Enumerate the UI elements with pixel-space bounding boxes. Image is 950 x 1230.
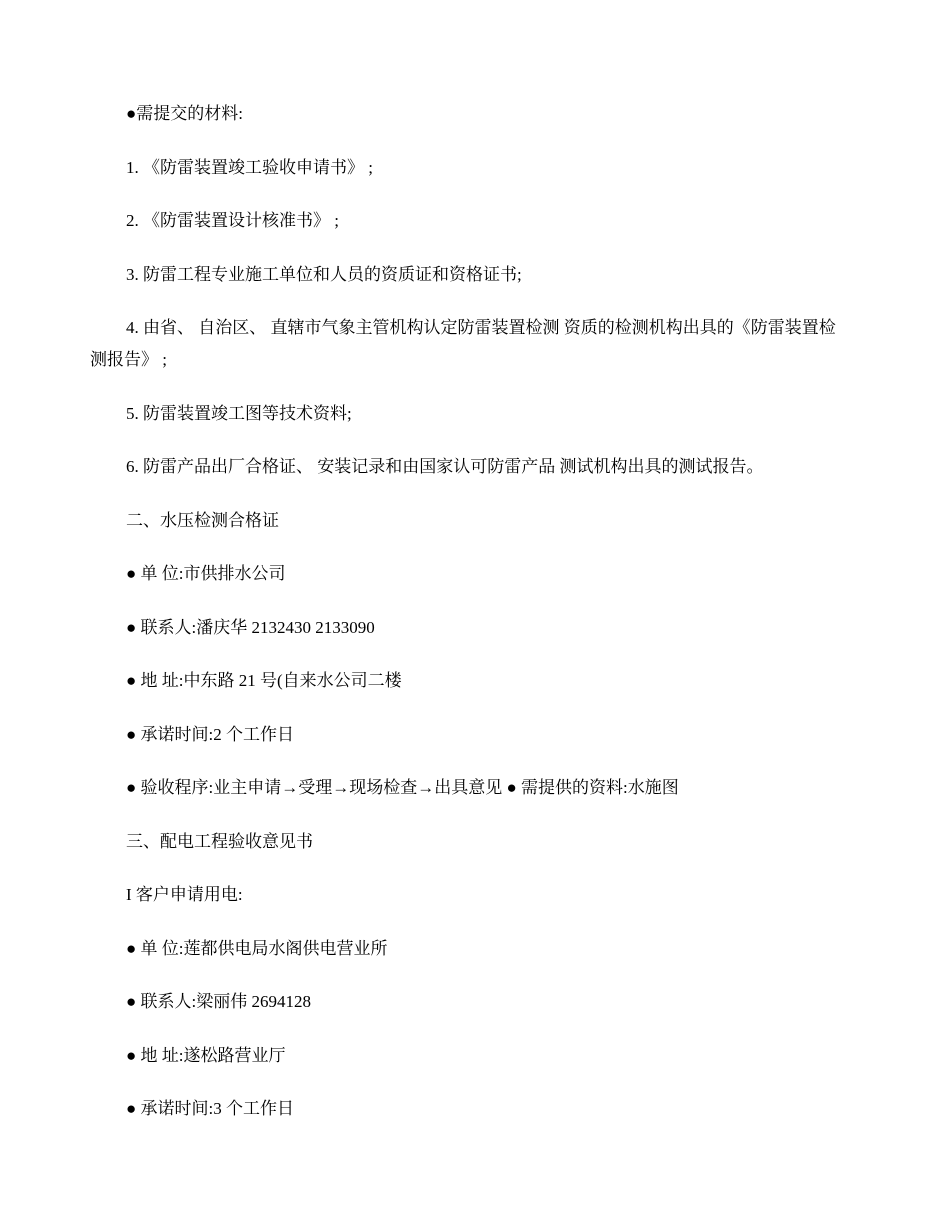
section-heading-power: 三、配电工程验收意见书: [126, 831, 313, 851]
water-promise-time: ● 承诺时间:2 个工作日: [126, 724, 294, 744]
material-item-3: 3. 防雷工程专业施工单位和人员的资质证和资格证书;: [126, 264, 522, 284]
power-promise-time: ● 承诺时间:3 个工作日: [126, 1099, 294, 1118]
section-heading-water-pressure: 二、水压检测合格证: [126, 510, 279, 530]
materials-heading: ●需提交的材料:: [126, 104, 243, 123]
material-item-4: 4. 由省、 自治区、 直辖市气象主管机构认定防雷装置检测 资质的检测机构出具的《防雷装置检测报告》 ;: [90, 318, 836, 369]
material-item-5: 5. 防雷装置竣工图等技术资料;: [126, 403, 352, 423]
water-contact: ● 联系人:潘庆华 2132430 2133090: [126, 617, 375, 637]
water-procedure: ● 验收程序:业主申请→受理→现场检查→出具意见 ● 需提供的资料:水施图: [126, 778, 679, 797]
material-item-2: 2. 《防雷装置设计核准书》 ;: [126, 211, 339, 230]
water-unit: ● 单 位:市供排水公司: [126, 564, 286, 583]
document-body: [90, 98, 850, 1147]
power-unit: ● 单 位:莲都供电局水阁供电营业所: [126, 938, 388, 958]
material-item-6: 6. 防雷产品出厂合格证、 安装记录和由国家认可防雷产品 测试机构出具的测试报告。: [126, 457, 764, 476]
power-address: ● 地 址:遂松路营业厅: [126, 1045, 286, 1065]
water-address: ● 地 址:中东路 21 号(自来水公司二楼: [126, 671, 402, 690]
power-contact: ● 联系人:梁丽伟 2694128: [126, 992, 311, 1011]
power-subheading: I 客户申请用电:: [126, 885, 243, 904]
material-item-1: 1. 《防雷装置竣工验收申请书》 ;: [126, 157, 373, 177]
